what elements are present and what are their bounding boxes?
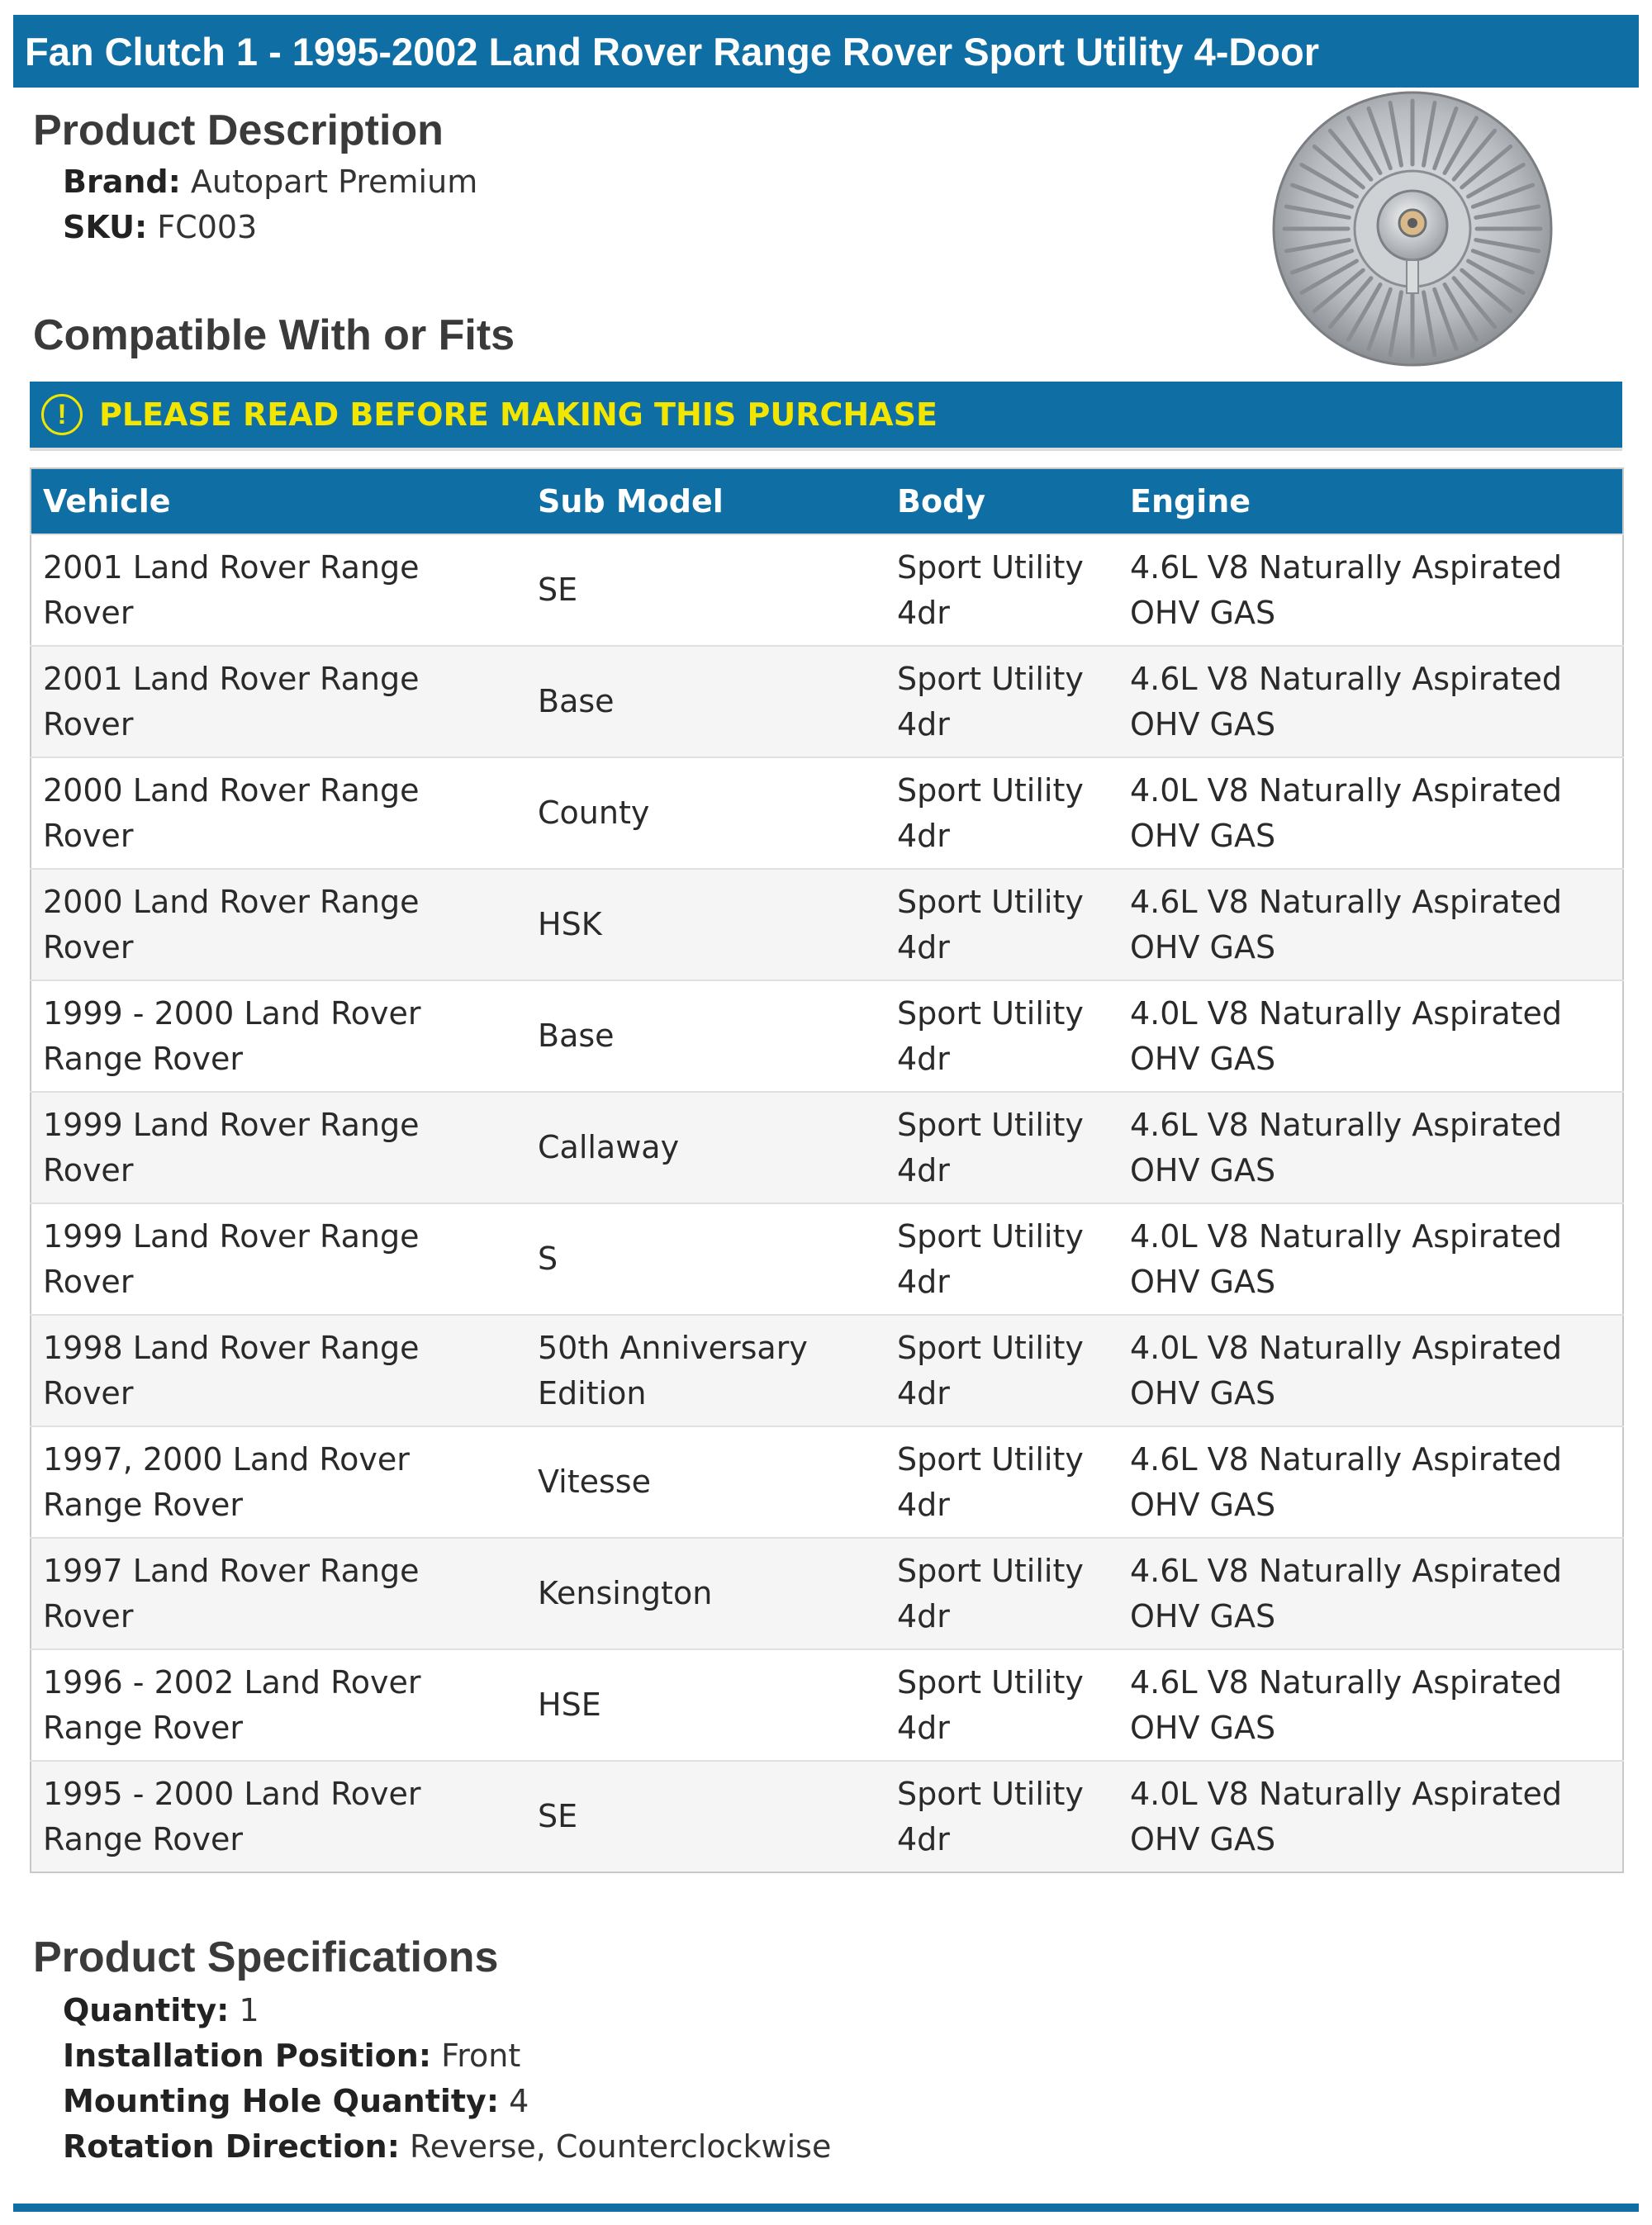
engine-cell: 4.6L V8 Naturally Aspirated OHV GAS <box>1130 660 1563 742</box>
vehicle-cell: 2001 Land Rover Range Rover <box>43 548 420 631</box>
body-cell: Sport Utility 4dr <box>897 548 1084 631</box>
vehicle-cell: 2001 Land Rover Range Rover <box>43 660 420 742</box>
spec-value: Reverse, Counterclockwise <box>410 2128 832 2165</box>
vehicle-cell: 1997, 2000 Land Rover Range Rover <box>43 1440 410 1523</box>
spec-value: 4 <box>509 2083 529 2119</box>
vehicle-cell: 2000 Land Rover Range Rover <box>43 771 420 854</box>
table-row <box>31 1092 1623 1203</box>
brand-line <box>63 164 477 200</box>
sub-model-cell: Vitesse <box>538 1464 651 1500</box>
sku-line <box>63 209 257 245</box>
table-row <box>31 980 1623 1092</box>
spec-line <box>63 2128 831 2165</box>
spec-line <box>63 2038 520 2074</box>
fitment-table-header <box>31 468 1623 534</box>
spec-line <box>63 1992 259 2028</box>
column-header-sub-model: Sub Model <box>538 483 724 519</box>
table-row <box>31 869 1623 980</box>
table-row <box>31 1203 1623 1315</box>
engine-cell: 4.6L V8 Naturally Aspirated OHV GAS <box>1130 1440 1563 1523</box>
body-cell: Sport Utility 4dr <box>897 1106 1084 1188</box>
body-cell: Sport Utility 4dr <box>897 883 1084 965</box>
vehicle-cell: 1997 Land Rover Range Rover <box>43 1552 420 1634</box>
brand-label: Brand: <box>63 164 181 200</box>
page-title-bar <box>13 15 1639 88</box>
column-header-body: Body <box>897 483 986 519</box>
spec-value: Front <box>441 2038 521 2074</box>
table-row <box>31 757 1623 869</box>
engine-cell: 4.6L V8 Naturally Aspirated OHV GAS <box>1130 1663 1563 1746</box>
body-cell: Sport Utility 4dr <box>897 1552 1084 1634</box>
vehicle-cell: 1995 - 2000 Land Rover Range Rover <box>43 1775 421 1857</box>
compatibility-heading: Compatible With or Fits <box>33 311 515 359</box>
sub-model-cell: Base <box>538 1018 615 1054</box>
spec-label: Mounting Hole Quantity: <box>63 2083 500 2119</box>
product-specifications-heading: Product Specifications <box>33 1933 499 1981</box>
spec-line <box>63 2083 529 2119</box>
vehicle-cell: 1999 Land Rover Range Rover <box>43 1217 420 1300</box>
fitment-table <box>30 467 1624 1873</box>
sub-model-cell: Callaway <box>538 1129 680 1165</box>
engine-cell: 4.6L V8 Naturally Aspirated OHV GAS <box>1130 1106 1563 1188</box>
table-row <box>31 534 1623 646</box>
sub-model-cell: Base <box>538 683 615 719</box>
table-row <box>31 1649 1623 1761</box>
sub-model-cell: 50th Anniversary Edition <box>538 1329 808 1411</box>
body-cell: Sport Utility 4dr <box>897 660 1084 742</box>
body-cell: Sport Utility 4dr <box>897 1217 1084 1300</box>
table-row <box>31 646 1623 757</box>
sub-model-cell: HSE <box>538 1687 601 1723</box>
table-row <box>31 1761 1623 1872</box>
table-row <box>31 1538 1623 1649</box>
engine-cell: 4.6L V8 Naturally Aspirated OHV GAS <box>1130 883 1563 965</box>
vehicle-cell: 1996 - 2002 Land Rover Range Rover <box>43 1663 421 1746</box>
vehicle-cell: 1999 Land Rover Range Rover <box>43 1106 420 1188</box>
spec-label: Installation Position: <box>63 2038 432 2074</box>
sub-model-cell: S <box>538 1241 558 1277</box>
body-cell: Sport Utility 4dr <box>897 994 1084 1077</box>
product-description-heading: Product Description <box>33 107 444 154</box>
sub-model-cell: SE <box>538 1798 578 1834</box>
column-header-engine: Engine <box>1130 483 1251 519</box>
engine-cell: 4.6L V8 Naturally Aspirated OHV GAS <box>1130 548 1563 631</box>
purchase-notice-text: PLEASE READ BEFORE MAKING THIS PURCHASE <box>99 396 938 433</box>
fan-clutch-product-image <box>1268 87 1557 368</box>
engine-cell: 4.0L V8 Naturally Aspirated OHV GAS <box>1130 771 1563 854</box>
vehicle-cell: 2000 Land Rover Range Rover <box>43 883 420 965</box>
body-cell: Sport Utility 4dr <box>897 771 1084 854</box>
sub-model-cell: Kensington <box>538 1575 713 1611</box>
sku-value: FC003 <box>157 209 258 245</box>
brand-value: Autopart Premium <box>190 164 478 200</box>
exclamation-circle-icon: ! <box>41 394 83 435</box>
footer-divider <box>13 2204 1639 2212</box>
engine-cell: 4.6L V8 Naturally Aspirated OHV GAS <box>1130 1552 1563 1634</box>
engine-cell: 4.0L V8 Naturally Aspirated OHV GAS <box>1130 1329 1563 1411</box>
sub-model-cell: SE <box>538 572 578 608</box>
table-row <box>31 1426 1623 1538</box>
sku-label: SKU: <box>63 209 148 245</box>
table-row <box>31 1315 1623 1426</box>
engine-cell: 4.0L V8 Naturally Aspirated OHV GAS <box>1130 994 1563 1077</box>
engine-cell: 4.0L V8 Naturally Aspirated OHV GAS <box>1130 1217 1563 1300</box>
body-cell: Sport Utility 4dr <box>897 1775 1084 1857</box>
spec-label: Quantity: <box>63 1992 230 2028</box>
spec-label: Rotation Direction: <box>63 2128 400 2165</box>
vehicle-cell: 1999 - 2000 Land Rover Range Rover <box>43 994 421 1077</box>
engine-cell: 4.0L V8 Naturally Aspirated OHV GAS <box>1130 1775 1563 1857</box>
page-title: Fan Clutch 1 - 1995-2002 Land Rover Range Rover Sport Utility 4-Door <box>25 29 1320 74</box>
sub-model-cell: County <box>538 795 650 831</box>
purchase-notice-banner <box>30 382 1622 448</box>
sub-model-cell: HSK <box>538 906 602 942</box>
vehicle-cell: 1998 Land Rover Range Rover <box>43 1329 420 1411</box>
body-cell: Sport Utility 4dr <box>897 1440 1084 1523</box>
body-cell: Sport Utility 4dr <box>897 1663 1084 1746</box>
spec-value: 1 <box>239 1992 259 2028</box>
body-cell: Sport Utility 4dr <box>897 1329 1084 1411</box>
column-header-vehicle: Vehicle <box>43 483 171 519</box>
